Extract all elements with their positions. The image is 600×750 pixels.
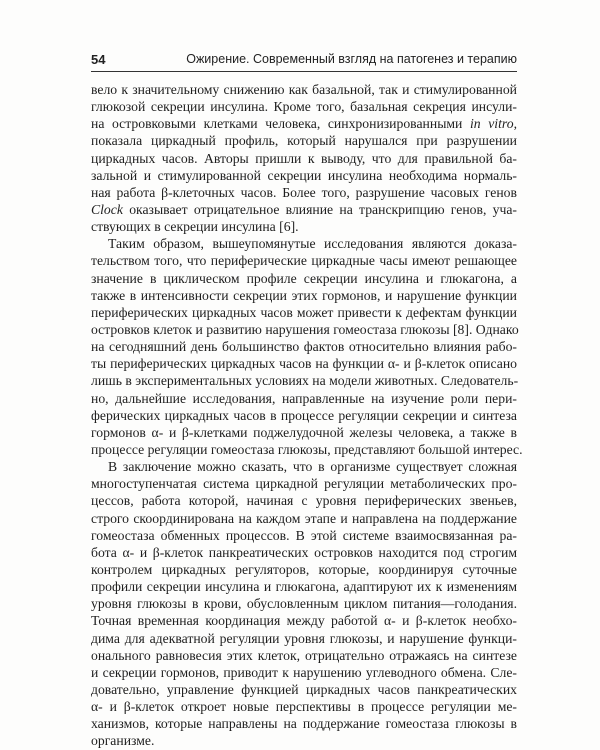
paragraph-1-line-9: ствующих в секреции инсулина [6]. [91, 219, 299, 235]
paragraph-3-line-1: В заключение можно сказать, что в организме существует сложная [108, 459, 517, 475]
paragraph-3-line-17: организме. [91, 733, 155, 749]
page-number: 54 [91, 52, 106, 67]
paragraph-2-line-9: лишь в экспериментальных условиях на модели животных. Следователь- [91, 373, 519, 389]
paragraph-1-line-1: вело к значительному снижению как базальной, так и стимулированной [91, 82, 517, 97]
paragraph-2-line-7: на сегодняшний день большинство фактов относительно влияния рабо- [91, 339, 517, 355]
paragraph-2-line-12: гормонов α- и β-клетками поджелудочной железы человека, а также в [91, 424, 517, 440]
paragraph-1-line-4: показала циркадный профиль, который нарушался при разрушении [91, 133, 517, 149]
paragraph-1-line-2: глюкозой секреции инсулина. Кроме того, базальная секреция инсули- [91, 99, 517, 115]
paragraph-3-line-5: гомеостаза обменных процессов. В этой системе взаимосвязанная ра- [91, 527, 517, 543]
paragraph-2-line-6: островков клеток и развитию нарушения гомеостаза глюкозы [8]. Однако [91, 321, 519, 337]
text-run: на островковыми клетками человека, синхронизированными [91, 116, 470, 132]
paragraph-3-line-7: контролем циркадных регуляторов, которые, координируя суточные [91, 561, 517, 577]
paragraph-3-line-6: бота α- и β-клеток панкреатических островков находится под строгим [91, 544, 517, 560]
paragraph-3-line-13: и секреции гормонов, приводит к нарушению углеводного обмена. Сле- [91, 664, 517, 680]
italic-term: Clock [91, 201, 123, 217]
text-run: , [513, 116, 517, 132]
paragraph-1-line-6: зальной и стимулированной секреции инсулина необходима нормаль- [91, 167, 517, 183]
running-head [91, 50, 517, 70]
paragraph-3-line-4: строго скоординирована на каждом этапе и направлена на поддержание [91, 510, 517, 526]
paragraph-3-line-8: профили секреции инсулина и глюкагона, адаптируют их к изменениям [91, 579, 517, 595]
paragraph-3-line-16: ханизмов, которые направлены на поддержание гомеостаза глюкозы в [91, 716, 517, 732]
paragraph-3-line-12: онального равновесия этих клеток, отрицательно отражаясь на синтезе [91, 647, 517, 663]
paragraph-3-line-9: уровня глюкозы в крови, обусловленным циклом питания—голодания. [91, 596, 517, 612]
paragraph-2-line-11: ферических циркадных часов в процессе регуляции секреции и синтеза [91, 407, 517, 423]
paragraph-1-line-7: ная работа β-клеточных часов. Более того, разрушение часовых генов [91, 184, 517, 200]
paragraph-2-line-4: также в интенсивности секреции этих гормонов, и нарушение функции [91, 287, 517, 303]
paragraph-3-line-15: α- и β-клеток откроет новые перспективы в процессе регуляции ме- [91, 699, 517, 715]
paragraph-3-line-10: Точная временная координация между работой α- и β-клеток необхо- [91, 613, 517, 629]
paragraph-2-line-3: значение в циклическом профиле секреции инсулина и глюкагона, а [91, 270, 517, 286]
paragraph-1-line-5: циркадных часов. Авторы пришли к выводу, что для правильной ба- [91, 150, 517, 166]
italic-term: in vitro [469, 116, 514, 132]
paragraph-2-line-13: процессе регуляции гомеостаза глюкозы, представляют большой интерес. [91, 441, 523, 457]
running-title: Ожирение. Современный взгляд на патогенез и терапию [186, 52, 517, 66]
paragraph-3-line-2: многоступенчатая система циркадной регуляции метаболических про- [91, 476, 517, 492]
paragraph-3-line-3: цессов, работа которой, начиная с уровня периферических звеньев, [91, 493, 517, 509]
paragraph-2-line-2: тельством того, что периферические циркадные часы имеют решающее [91, 253, 517, 269]
header-rule [91, 71, 517, 72]
paragraph-2-line-8: ты периферических циркадных часов на функции α- и β-клеток описано [91, 356, 517, 372]
paragraph-3-line-11: дима для адекватной регуляции уровня глюкозы, и нарушение функци- [91, 630, 517, 646]
paragraph-2-line-1: Таким образом, вышеупомянутые исследования являются доказа- [108, 236, 517, 252]
paragraph-1-line-8 [91, 201, 517, 218]
paragraph-3-line-14: довательно, управление функцией циркадных часов панкреатических [91, 681, 517, 697]
text-run: оказывает отрицательное влияние на транскрипцию генов, уча- [122, 201, 517, 217]
paragraph-1-line-3 [91, 115, 517, 132]
paragraph-2-line-5: периферических циркадных часов может привести к дефектам функции [91, 304, 517, 320]
body-text [91, 81, 523, 749]
paragraph-2-line-10: но, дальнейшие исследования, направленные на изучение роли пери- [91, 390, 517, 406]
